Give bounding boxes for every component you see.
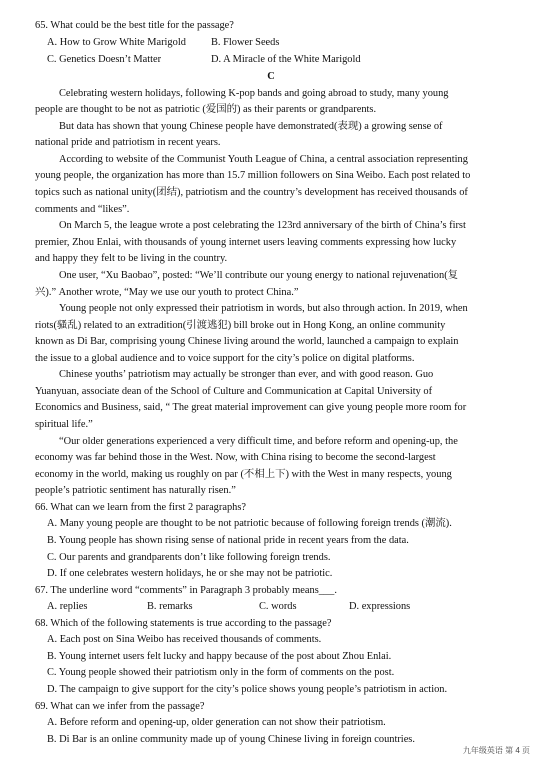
passage-line: economy in the world, making us roughly on par (不相上下) with the West in many respects, young: [35, 469, 452, 480]
q67-options-row: [47, 599, 512, 616]
passage-line: Young people not only expressed their patriotism in words, but also through action. In 2019, when: [59, 303, 468, 314]
q67-question: 67. The underline word “comments” in Paragraph 3 probably means___.: [35, 585, 337, 596]
q68-option-c: C. Young people showed their patriotism only in the form of comments on the post.: [47, 667, 395, 678]
passage-line: riots(骚乱) related to an extradition(引渡逃犯) bill broke out in Hong Kong, an online community: [35, 320, 446, 331]
passage-line: comments and “likes”.: [35, 204, 130, 215]
q67-option-b: B. remarks: [147, 601, 193, 612]
passage-line: “Our older generations experienced a very difficult time, and before reform and opening-up, the: [59, 436, 458, 447]
passage-line: One user, “Xu Baobao”, posted: “We’ll contribute our young energy to national rejuvenation(复: [59, 270, 459, 281]
q69-question: 69. What can we infer from the passage?: [35, 701, 205, 712]
passage-line: Celebrating western holidays, following K-pop bands and going abroad to study, many young: [59, 88, 449, 99]
q68-question: 68. Which of the following statements is true according to the passage?: [35, 618, 332, 629]
passage-line: 兴).” Another wrote, “May we use our youth to protect China.”: [35, 287, 299, 298]
passage-line: the issue to a global audience and to voice support for the city’s police on digital platforms.: [35, 353, 415, 364]
passage-line: young people, the organization has more than 15.7 million followers on Sina Weibo. Each post related to: [35, 170, 471, 181]
q67-option-a: A. replies: [47, 601, 88, 612]
passage-line: people’s patriotic sentiment has naturally risen.”: [35, 485, 236, 496]
q65-options-row2: [47, 52, 512, 69]
passage-line: people are thought to be not as patriotic (爱国的) as their parents or grandparents.: [35, 104, 377, 115]
passage-line: economy was far behind those in the West. Now, with China rising to become the second-largest: [35, 452, 436, 463]
q67-option-c: C. words: [259, 601, 297, 612]
q65-question: 65. What could be the best title for the passage?: [35, 20, 234, 31]
passage-line: On March 5, the league wrote a post celebrating the 123rd anniversary of the birth of China’s first: [59, 220, 466, 231]
q65-option-c: C. Genetics Doesn’t Matter: [47, 54, 162, 65]
q65-option-a: A. How to Grow White Marigold: [47, 37, 186, 48]
q68-option-b: B. Young internet users felt lucky and happy because of the post about Zhou Enlai.: [47, 651, 392, 662]
passage-line: But data has shown that young Chinese people have demonstrated(表现) a growing sense of: [59, 121, 443, 132]
q65-option-b: B. Flower Seeds: [211, 37, 280, 48]
passage-line: and happy they felt to be living in the country.: [35, 253, 228, 264]
section-label: C: [267, 71, 275, 82]
passage-line: Chinese youths’ patriotism may actually be stronger than ever, and with good reason. Guo: [59, 369, 434, 380]
q65-options-row1: [47, 35, 512, 52]
q67-option-d: D. expressions: [349, 601, 411, 612]
passage-line: national pride and patriotism in recent years.: [35, 137, 221, 148]
page-footer: 九年级英语 第 4 页: [462, 746, 530, 756]
passage-line: premier, Zhou Enlai, with thousands of young internet users leaving comments expressing how lucky: [35, 237, 457, 248]
passage-line: topics such as national unity(团结), patriotism and the country’s development has received thousands of: [35, 187, 468, 198]
q69-option-b: B. Di Bar is an online community made up of young Chinese living in foreign countries.: [47, 734, 415, 745]
q68-option-d: D. The campaign to give support for the city’s police shows young people’s patriotism in action.: [47, 684, 448, 695]
passage-line: According to website of the Communist Youth League of China, a central association representing: [59, 154, 468, 165]
q66-option-d: D. If one celebrates western holidays, he or she may not be patriotic.: [47, 568, 333, 579]
q66-option-a: A. Many young people are thought to be not patriotic because of following foreign trends (潮流).: [47, 518, 452, 529]
q69-option-a: A. Before reform and opening-up, older generation can not show their patriotism.: [47, 717, 386, 728]
passage-line: Economics and Business, said, “ The great material improvement can give young people more room for: [35, 402, 467, 413]
q65-option-d: D. A Miracle of the White Marigold: [211, 54, 361, 65]
q68-option-a: A. Each post on Sina Weibo has received thousands of comments.: [47, 634, 322, 645]
q66-option-c: C. Our parents and grandparents don’t like following foreign trends.: [47, 552, 331, 563]
passage-line: spiritual life.”: [35, 419, 93, 430]
passage-line: Yuanyuan, associate dean of the School of Culture and Communication at Capital University of: [35, 386, 433, 397]
q66-option-b: B. Young people has shown rising sense of national pride in recent years from the data.: [47, 535, 409, 546]
q66-question: 66. What can we learn from the first 2 paragraphs?: [35, 502, 246, 513]
passage-line: known as Di Bar, comprising young Chinese living around the world, launched a campaign to explain: [35, 336, 459, 347]
